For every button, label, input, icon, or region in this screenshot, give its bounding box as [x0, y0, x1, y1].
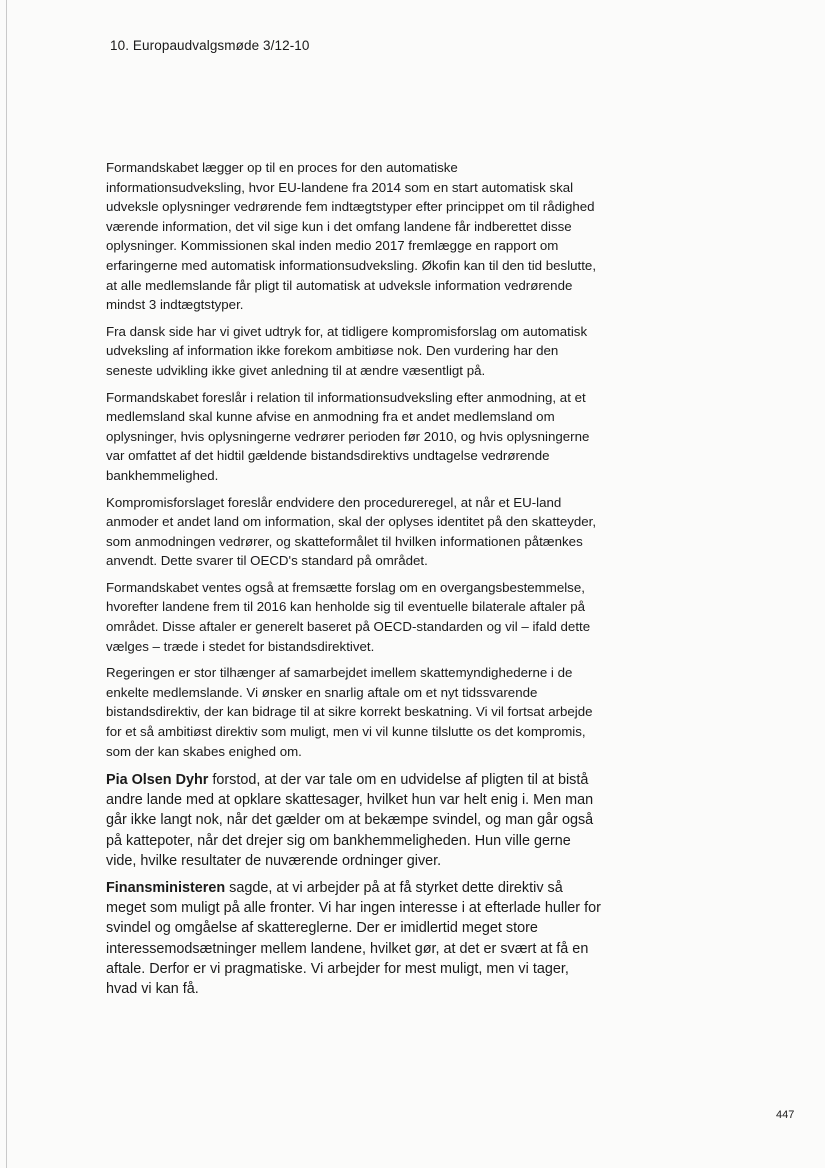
minister-statement: [106, 158, 598, 761]
page-edge-line: [6, 0, 7, 1168]
statement-paragraph: Formandskabet ventes også at fremsætte forslag om en overgangsbestemmelse, hvorefter landene frem til 2016 kan henholde sig til eventuelle bilaterale aftaler på området. Disse aftaler er generelt baseret på OECD-standarden og vil – ifald dette vælges – træde i stedet for bistandsdirektivet.: [106, 579, 591, 654]
speech-paragraph: [106, 770, 602, 871]
speech-text: sagde, at vi arbejder på at få styrket dette direktiv så meget som muligt på alle fronter. Vi har ingen interesse i at efterlade huller for svindel og omgåelse af skattereglerne. Der er imidlertid meget store interessemodsætninger mellem landene, hvilket gør, at det er svært at få en aftale. Derfor er vi pragmatiske. Vi arbejder for mest muligt, men vi tager, hvad vi kan få.: [106, 880, 601, 998]
speaker-name: Finansministeren: [106, 880, 226, 897]
speaker-name: Pia Olsen Dyhr: [106, 772, 209, 788]
speech-text: forstod, at der var tale om en udvidelse af pligten til at bistå andre lande med at opklare skattesager, hvilket hun var helt enig i. Men man går ikke langt nok, når det gælder om at bekæmpe svindel, og man går også på kattepoter, når det drejer sig om bankhemmeligheden. Hun ville gerne vide, hvilke resultater de nuværende ordninger giver.: [106, 772, 594, 869]
statement-paragraph: Fra dansk side har vi givet udtryk for, at tidligere kompromisforslag om automatisk udveksling af information ikke forekom ambitiøse nok. Den vurdering har den seneste udvikling ikke givet anledning til at ændre væsentligt på.: [106, 323, 588, 378]
speeches: [106, 770, 602, 999]
page-header: 10. Europaudvalgsmøde 3/12-10: [110, 38, 310, 53]
statement-paragraph: Formandskabet lægger op til en proces for den automatiske informationsudveksling, hvor EU-landene fra 2014 som en start automatisk skal udveksle oplysninger vedrørende fem indtægtstyper efter princippet om til rådighed værende information, det vil sige kun i det omfang landene får indberettet disse oplysninger. Kommissionen skal inden medio 2017 fremlægge en rapport om erfaringerne med automatisk informationsudveksling. Økofin kan til den tid beslutte, at alle medlemslande får pligt til automatisk at udveksle information vedrørende mindst 3 indtægtstyper.: [106, 160, 597, 313]
speech-paragraph: [106, 878, 602, 999]
page-number: 447: [776, 1109, 795, 1121]
statement-paragraph: Kompromisforslaget foreslår endvidere den procedureregel, at når et EU-land anmoder et andet land om information, skal der oplyses identitet på den skatteyder, som anmodningen vedrører, og skatteformålet til hvilken informationen påtænkes anvendt. Dette svarer til OECD's standard på området.: [106, 494, 597, 569]
statement-paragraph: Regeringen er stor tilhænger af samarbejdet imellem skattemyndighederne i de enkelte medlemslande. Vi ønsker en snarlig aftale om et nyt tidssvarende bistandsdirektiv, der kan bidrage til at sikre korrekt beskatning. Vi vil fortsat arbejde for et så ambitiøst direktiv som muligt, men vi vil kunne tilslutte os det kompromis, som der kan skabes enighed om.: [106, 665, 593, 759]
statement-paragraph: Formandskabet foreslår i relation til informationsudveksling efter anmodning, at et medlemsland skal kunne afvise en anmodning fra et andet medlemsland om oplysninger, hvis oplysningerne vedrører perioden før 2010, og hvis oplysningerne var omfattet af det hidtil gældende bistandsdirektivs undtagelse vedrørende bankhemmelighed.: [106, 389, 590, 483]
